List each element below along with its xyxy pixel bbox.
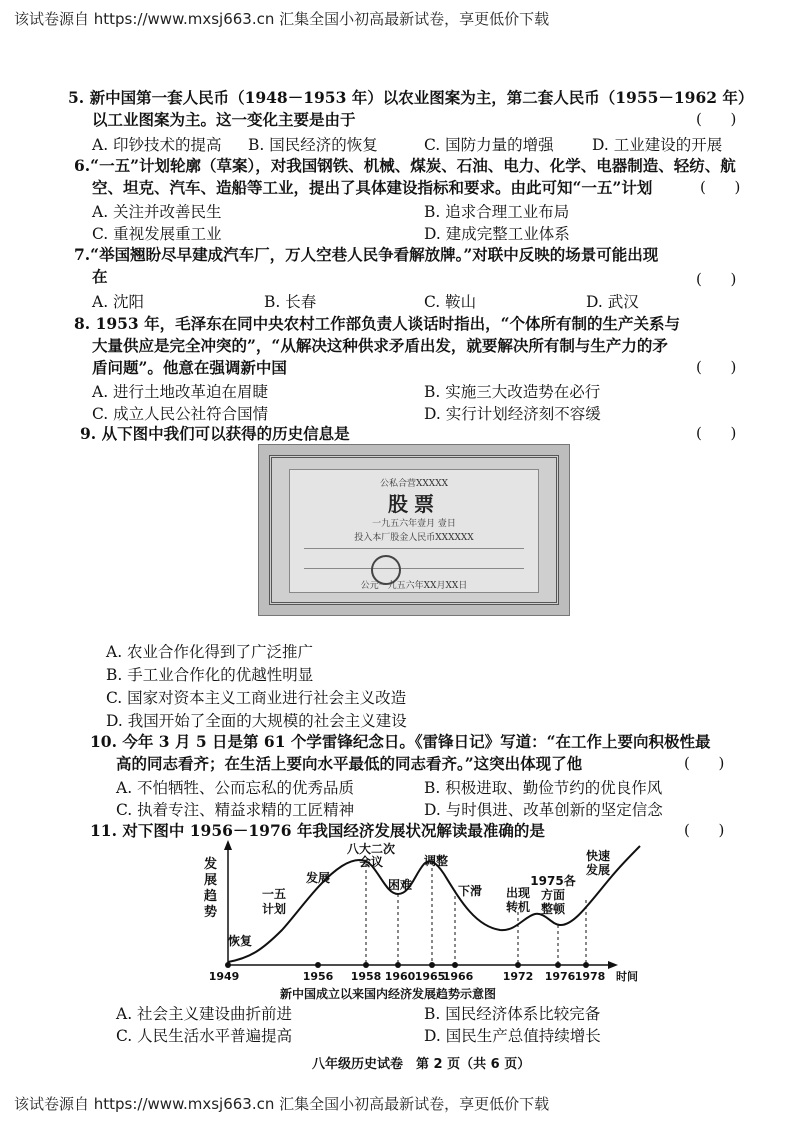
annotation-rectify-2: 方面: [540, 888, 566, 902]
tick-label: 1966: [442, 970, 474, 983]
annotation-first-plan-1: 一五: [261, 887, 287, 901]
certificate-body-line: 投入本厂股金人民币XXXXXX: [354, 533, 474, 543]
q9-line1: 9. 从下图中我们可以获得的历史信息是: [80, 424, 350, 443]
annotation-eighth-congress-1: 八大二次: [346, 842, 396, 856]
ylabel-char: 趋: [204, 889, 218, 904]
q6-option-c[interactable]: C. 重视发展重工业: [92, 225, 222, 243]
trend-line: [228, 846, 640, 962]
q11-option-c[interactable]: C. 人民生活水平普遍提高: [116, 1027, 293, 1045]
q7-line2: 在: [92, 267, 108, 286]
annotation-eighth-congress-2: 会议: [358, 855, 384, 869]
annotation-difficulty: 困难: [387, 878, 413, 892]
q10-option-d[interactable]: D. 与时俱进、改革创新的坚定信念: [424, 801, 663, 819]
q6-answer-paren[interactable]: ( ): [700, 178, 741, 196]
q8-answer-paren[interactable]: ( ): [696, 358, 737, 376]
annotation-rapid-1: 快速: [585, 849, 611, 863]
tick-label: 1965: [414, 970, 446, 983]
certificate-rule: [304, 548, 524, 549]
page-footer: 八年级历史试卷 第 2 页（共 6 页）: [312, 1057, 531, 1072]
watermark-bottom: 该试卷源自 https://www.mxsj663.cn 汇集全国小初高最新试卷，享更低价下载: [14, 1095, 550, 1113]
q6-option-a[interactable]: A. 关注并改善民生: [92, 203, 222, 221]
certificate-title: 股票: [388, 492, 440, 516]
tick-dot: [515, 962, 521, 968]
q5-option-b[interactable]: B. 国民经济的恢复: [248, 136, 378, 154]
q9-option-c[interactable]: C. 国家对资本主义工商业进行社会主义改造: [106, 689, 407, 707]
q7-option-b[interactable]: B. 长春: [264, 293, 317, 311]
q9-answer-paren[interactable]: ( ): [696, 424, 737, 442]
annotation-rectify-3: 整顿: [540, 902, 566, 916]
q10-option-a[interactable]: A. 不怕牺牲、公而忘私的优秀品质: [116, 779, 355, 797]
chart-ylabel: [203, 856, 217, 920]
annotation-development: 发展: [305, 871, 331, 885]
q6-option-b[interactable]: B. 追求合理工业布局: [424, 203, 570, 221]
q8-option-b[interactable]: B. 实施三大改造势在必行: [424, 383, 601, 401]
q7-answer-paren[interactable]: ( ): [696, 270, 737, 288]
tick-label: 1949: [208, 970, 240, 983]
q6-line2: 空、坦克、汽车、造船等工业，提出了具体建设指标和要求。由此可知“一五”计划: [92, 178, 653, 197]
q10-answer-paren[interactable]: ( ): [684, 754, 725, 772]
q9-option-d[interactable]: D. 我国开始了全面的大规模的社会主义建设: [106, 712, 407, 730]
q8-line2: 大量供应是完全冲突的”，“从解决这种供求矛盾出发，就要解决所有制与生产力的矛: [92, 336, 668, 355]
annotation-decline: 下滑: [457, 884, 483, 898]
q11-option-d[interactable]: D. 国民生产总值持续增长: [424, 1027, 601, 1045]
q7-option-d[interactable]: D. 武汉: [586, 293, 639, 311]
q5-option-a[interactable]: A. 印钞技术的提高: [92, 136, 222, 154]
q5-line2: 以工业图案为主。这一变化主要是由于: [92, 110, 356, 129]
q7-line1: 7.“举国翘盼尽早建成汽车厂，万人空巷人民争看解放牌。”对联中反映的场景可能出现: [74, 245, 659, 264]
q11-answer-paren[interactable]: ( ): [684, 821, 725, 839]
q8-option-a[interactable]: A. 进行土地改革迫在眉睫: [92, 383, 269, 401]
tick-dot: [315, 962, 321, 968]
tick-dot: [363, 962, 369, 968]
stock-certificate-image: [258, 444, 570, 616]
q10-line2: 高的同志看齐；在生活上要向水平最低的同志看齐。”这突出体现了他: [116, 754, 583, 773]
annotation-recovery: 恢复: [227, 934, 253, 948]
tick-label: 1972: [502, 970, 534, 983]
annotation-turnaround-1: 出现: [505, 886, 531, 900]
q8-line1: 8. 1953 年，毛泽东在同中央农村工作部负责人谈话时指出，“个体所有制的生产关系与: [74, 314, 681, 333]
y-axis-arrow-icon: [224, 840, 232, 850]
tick-dot: [395, 962, 401, 968]
q5-answer-paren[interactable]: ( ): [696, 110, 737, 128]
q10-option-c[interactable]: C. 执着专注、精益求精的工匠精神: [116, 801, 355, 819]
chart-xlabel: 时间: [616, 970, 638, 983]
q5-option-d[interactable]: D. 工业建设的开展: [592, 136, 723, 154]
q7-option-a[interactable]: A. 沈阳: [92, 293, 145, 311]
q7-option-c[interactable]: C. 鞍山: [424, 293, 477, 311]
q10-line1: 10. 今年 3 月 5 日是第 61 个学雷锋纪念日。《雷锋日记》写道：“在工作上要向积极性最: [90, 732, 711, 751]
tick-dot: [225, 962, 231, 968]
tick-label: 1956: [302, 970, 334, 983]
q9-option-a[interactable]: A. 农业合作化得到了广泛推广: [106, 643, 314, 661]
q10-option-b[interactable]: B. 积极进取、勤俭节约的优良作风: [424, 779, 663, 797]
annotation-adjustment: 调整: [423, 854, 449, 868]
tick-label: 1958: [350, 970, 382, 983]
q8-line3: 盾问题”。他意在强调新中国: [92, 358, 287, 377]
q6-line1: 6.“一五”计划轮廓（草案），对我国钢铁、机械、煤炭、石油、电力、化学、电器制造、轻纺、航: [74, 156, 736, 175]
tick-label: 1978: [574, 970, 606, 983]
q6-option-d[interactable]: D. 建成完整工业体系: [424, 225, 570, 243]
certificate-issue-line: 公元一九五六年XX月XX日: [360, 581, 468, 591]
q5-line1: 5. 新中国第一套人民币（1948－1953 年）以农业图案为主，第二套人民币（1955－1962 年）: [68, 88, 754, 107]
certificate-header: 公私合营XXXXX: [379, 479, 449, 489]
annotation-rectify-1: 1975各: [530, 874, 576, 888]
tick-label: 1976: [544, 970, 576, 983]
ylabel-char: 势: [204, 905, 218, 920]
q8-option-d[interactable]: D. 实行计划经济刻不容缓: [424, 405, 601, 423]
certificate-date-line: 一九五六年壹月 壹日: [372, 519, 456, 529]
ylabel-char: 发: [204, 857, 218, 872]
q11-line1: 11. 对下图中 1956－1976 年我国经济发展状况解读最准确的是: [90, 821, 545, 840]
ylabel-char: 展: [204, 873, 218, 888]
seal-icon: [371, 555, 401, 585]
annotation-rapid-2: 发展: [585, 863, 611, 877]
q11-option-b[interactable]: B. 国民经济体系比较完备: [424, 1005, 601, 1023]
annotation-first-plan-2: 计划: [261, 902, 287, 916]
watermark-top: 该试卷源自 https://www.mxsj663.cn 汇集全国小初高最新试卷，享更低价下载: [14, 10, 550, 28]
q5-option-c[interactable]: C. 国防力量的增强: [424, 136, 554, 154]
x-axis-arrow-icon: [608, 961, 618, 969]
tick-dot: [555, 962, 561, 968]
tick-dot: [429, 962, 435, 968]
certificate-rule: [304, 568, 524, 569]
q8-option-c[interactable]: C. 成立人民公社符合国情: [92, 405, 269, 423]
tick-label: 1960: [384, 970, 416, 983]
certificate-body: [289, 469, 539, 593]
q9-option-b[interactable]: B. 手工业合作化的优越性明显: [106, 666, 314, 684]
q11-option-a[interactable]: A. 社会主义建设曲折前进: [116, 1005, 293, 1023]
chart-caption: 新中国成立以来国内经济发展趋势示意图: [280, 987, 497, 1001]
tick-dot: [452, 962, 458, 968]
tick-dot: [583, 962, 589, 968]
annotation-turnaround-2: 转机: [505, 900, 531, 914]
